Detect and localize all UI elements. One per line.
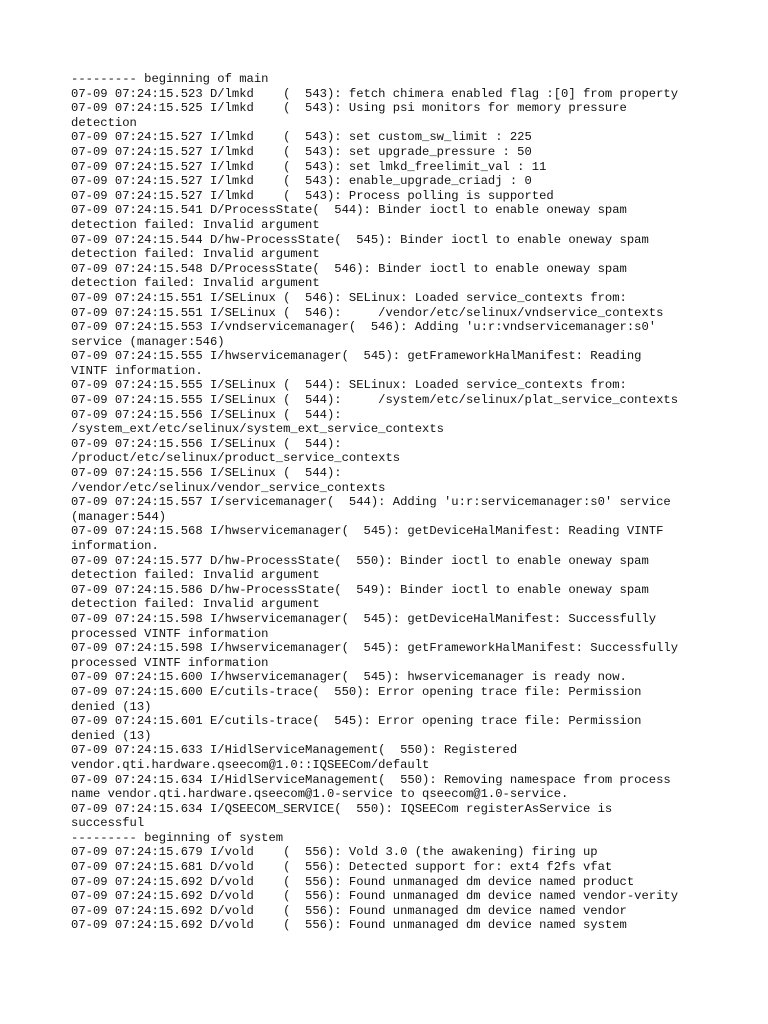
log-line: 07-09 07:24:15.692 D/vold ( 556): Found unmanaged dm device named vendor — [71, 903, 627, 918]
log-line: 07-09 07:24:15.568 I/hwservicemanager( 545): getDeviceHalManifest: Reading VINTF — [71, 524, 664, 539]
log-line: detection failed: Invalid argument — [71, 568, 320, 583]
log-line: 07-09 07:24:15.556 I/SELinux ( 544): — [71, 436, 342, 451]
log-line: name vendor.qti.hardware.qseecom@1.0-service to qseecom@1.0-service. — [71, 787, 569, 802]
log-line: detection failed: Invalid argument — [71, 597, 320, 612]
log-line: 07-09 07:24:15.553 I/vndservicemanager( 546): Adding 'u:r:vndservicemanager:s0' — [71, 320, 657, 335]
log-line: 07-09 07:24:15.555 I/SELinux ( 544): /system/etc/selinux/plat_service_contexts — [71, 393, 679, 408]
log-line: processed VINTF information — [71, 626, 269, 641]
log-line: processed VINTF information — [71, 655, 269, 670]
log-line: 07-09 07:24:15.523 D/lmkd ( 543): fetch chimera enabled flag :[0] from property — [71, 86, 679, 101]
log-line: vendor.qti.hardware.qseecom@1.0::IQSEECom/default — [71, 757, 430, 772]
log-line: /vendor/etc/selinux/vendor_service_contexts — [71, 480, 386, 495]
log-line: --------- beginning of main — [71, 72, 269, 86]
log-line: 07-09 07:24:15.527 I/lmkd ( 543): set upgrade_pressure : 50 — [71, 144, 532, 159]
log-line: 07-09 07:24:15.600 E/cutils-trace( 550): Error opening trace file: Permission — [71, 684, 642, 699]
log-line: 07-09 07:24:15.548 D/ProcessState( 546): Binder ioctl to enable oneway spam — [71, 261, 627, 276]
log-line: 07-09 07:24:15.527 I/lmkd ( 543): enable_upgrade_criadj : 0 — [71, 174, 532, 189]
log-line: 07-09 07:24:15.557 I/servicemanager( 544): Adding 'u:r:servicemanager:s0' service — [71, 495, 671, 510]
log-line: 07-09 07:24:15.634 I/QSEECOM_SERVICE( 550): IQSEECom registerAsService is — [71, 801, 613, 816]
log-line: 07-09 07:24:15.600 I/hwservicemanager( 545): hwservicemanager is ready now. — [71, 670, 627, 685]
log-line: detection failed: Invalid argument — [71, 247, 320, 262]
log-line: (manager:544) — [71, 509, 167, 524]
log-line: 07-09 07:24:15.633 I/HidlServiceManagement( 550): Registered — [71, 743, 518, 758]
log-line: 07-09 07:24:15.577 D/hw-ProcessState( 550): Binder ioctl to enable oneway spam — [71, 553, 649, 568]
log-line: 07-09 07:24:15.556 I/SELinux ( 544): — [71, 407, 342, 422]
log-line: 07-09 07:24:15.555 I/hwservicemanager( 545): getFrameworkHalManifest: Reading — [71, 349, 642, 364]
log-line: information. — [71, 539, 159, 553]
log-line: 07-09 07:24:15.527 I/lmkd ( 543): Process polling is supported — [71, 188, 554, 203]
log-line: 07-09 07:24:15.679 I/vold ( 556): Vold 3.0 (the awakening) firing up — [71, 845, 598, 860]
log-line: successful — [71, 816, 145, 831]
log-line: 07-09 07:24:15.598 I/hwservicemanager( 545): getFrameworkHalManifest: Successfully — [71, 641, 679, 656]
log-line: detection failed: Invalid argument — [71, 276, 320, 291]
log-line: denied (13) — [71, 699, 152, 714]
log-line: 07-09 07:24:15.586 D/hw-ProcessState( 549): Binder ioctl to enable oneway spam — [71, 582, 649, 597]
log-line: 07-09 07:24:15.527 I/lmkd ( 543): set lmkd_freelimit_val : 11 — [71, 159, 547, 174]
log-line: VINTF information. — [71, 363, 203, 378]
log-line: 07-09 07:24:15.544 D/hw-ProcessState( 545): Binder ioctl to enable oneway spam — [71, 232, 649, 247]
log-line: 07-09 07:24:15.692 D/vold ( 556): Found unmanaged dm device named system — [71, 918, 627, 933]
log-line: 07-09 07:24:15.556 I/SELinux ( 544): — [71, 466, 342, 481]
log-line: denied (13) — [71, 728, 152, 743]
log-line: 07-09 07:24:15.525 I/lmkd ( 543): Using psi monitors for memory pressure — [71, 101, 627, 116]
log-line: /product/etc/selinux/product_service_contexts — [71, 451, 401, 466]
log-line: 07-09 07:24:15.555 I/SELinux ( 544): SELinux: Loaded service_contexts from: — [71, 378, 627, 393]
log-line: 07-09 07:24:15.634 I/HidlServiceManagement( 550): Removing namespace from process — [71, 772, 671, 787]
log-line: 07-09 07:24:15.551 I/SELinux ( 546): /vendor/etc/selinux/vndservice_contexts — [71, 305, 664, 320]
log-line: 07-09 07:24:15.551 I/SELinux ( 546): SELinux: Loaded service_contexts from: — [71, 290, 627, 305]
log-line: 07-09 07:24:15.541 D/ProcessState( 544): Binder ioctl to enable oneway spam — [71, 203, 627, 218]
log-document — [71, 72, 761, 933]
log-line: /system_ext/etc/selinux/system_ext_service_contexts — [71, 422, 444, 437]
log-line: 07-09 07:24:15.527 I/lmkd ( 543): set custom_sw_limit : 225 — [71, 130, 532, 145]
log-line: 07-09 07:24:15.692 D/vold ( 556): Found unmanaged dm device named product — [71, 874, 635, 889]
log-line: detection — [71, 115, 137, 130]
log-line: 07-09 07:24:15.681 D/vold ( 556): Detected support for: ext4 f2fs vfat — [71, 860, 613, 875]
log-line: --------- beginning of system — [71, 830, 284, 845]
log-line: detection failed: Invalid argument — [71, 217, 320, 232]
log-line: 07-09 07:24:15.692 D/vold ( 556): Found unmanaged dm device named vendor-verity — [71, 889, 679, 904]
log-line: service (manager:546) — [71, 334, 225, 349]
log-line: 07-09 07:24:15.601 E/cutils-trace( 545): Error opening trace file: Permission — [71, 714, 642, 729]
log-line: 07-09 07:24:15.598 I/hwservicemanager( 545): getDeviceHalManifest: Successfully — [71, 611, 657, 626]
